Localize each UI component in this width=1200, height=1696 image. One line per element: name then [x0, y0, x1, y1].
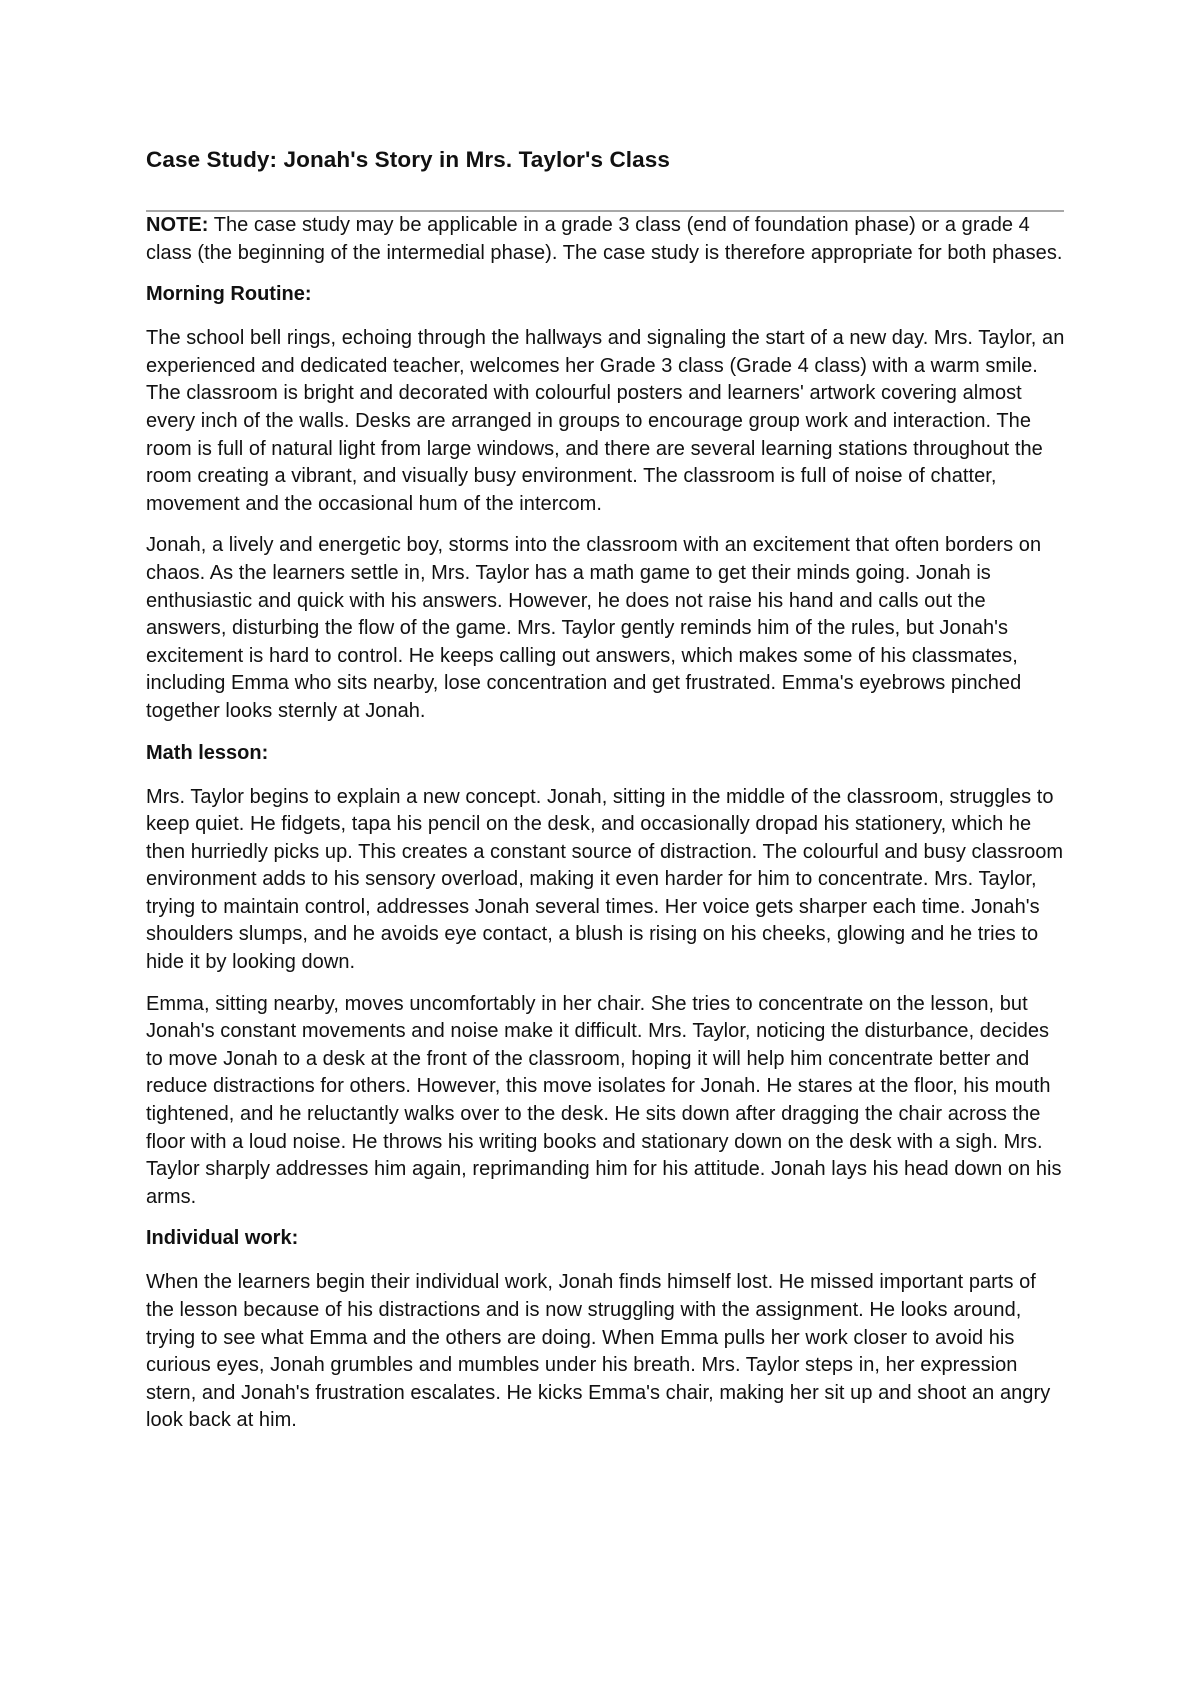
note-text: The case study may be applicable in a grade 3 class (end of foundation phase) or a grade 4 class (the beginning of the intermedial phase). The case study is therefore appropriate for both phases.	[146, 214, 1063, 264]
section-heading-morning-routine: Morning Routine:	[146, 283, 312, 306]
section-heading-math-lesson: Math lesson:	[146, 741, 269, 764]
morning-routine-paragraph-1: The school bell rings, echoing through the hallways and signaling the start of a new day. Mrs. Taylor, an experienced and dedicated teacher, welcomes her Grade 3 class (Grade 4 class) with a warm smile. The classroom is bright and decorated with colourful posters and learners' artwork covering almost every inch of the walls. Desks are arranged in groups to encourage group work and interaction. The room is full of natural light from large windows, and there are several learning stations throughout the room creating a vibrant, and visually busy environment. The classroom is full of noise of chatter, movement and the occasional hum of the intercom.	[146, 327, 1065, 515]
math-lesson-paragraph-1: Mrs. Taylor begins to explain a new concept. Jonah, sitting in the middle of the classroom, struggles to keep quiet. He fidgets, tapa his pencil on the desk, and occasionally dropad his stationery, which he then hurriedly picks up. This creates a constant source of distraction. The colourful and busy classroom environment adds to his sensory overload, making it even harder for him to concentrate. Mrs. Taylor, trying to maintain control, addresses Jonah several times. Her voice gets sharper each time. Jonah's shoulders slumps, and he avoids eye contact, a blush is rising on his cheeks, glowing and he tries to hide it by looking down.	[146, 785, 1064, 974]
document-page	[146, 140, 1066, 1449]
math-lesson-paragraph-2: Emma, sitting nearby, moves uncomfortably in her chair. She tries to concentrate on the lesson, but Jonah's constant movements and noise make it difficult. Mrs. Taylor, noticing the disturbance, decides to move Jonah to a desk at the front of the classroom, hoping it will help him concentrate better and reduce distractions for others. However, this move isolates for Jonah. He stares at the floor, his mouth tightened, and he reluctantly walks over to the desk. He sits down after dragging the chair across the floor with a loud noise. He throws his writing books and stationary down on the desk with a sigh. Mrs. Taylor sharply addresses him again, reprimanding him for his attitude. Jonah lays his head down on his arms.	[146, 992, 1062, 1208]
morning-routine-paragraph-2: Jonah, a lively and energetic boy, storms into the classroom with an excitement that often borders on chaos. As the learners settle in, Mrs. Taylor has a math game to get their minds going. Jonah is enthusiastic and quick with his answers. However, he does not raise his hand and calls out the answers, disturbing the flow of the game. Mrs. Taylor gently reminds him of the rules, but Jonah's excitement is hard to control. He keeps calling out answers, which makes some of his classmates, including Emma who sits nearby, lose concentration and get frustrated. Emma's eyebrows pinched together looks sternly at Jonah.	[146, 534, 1042, 722]
individual-work-paragraph-1: When the learners begin their individual work, Jonah finds himself lost. He missed important parts of the lesson because of his distractions and is now struggling with the assignment. He looks around, trying to see what Emma and the others are doing. When Emma pulls her work closer to avoid his curious eyes, Jonah grumbles and mumbles under his breath. Mrs. Taylor steps in, her expression stern, and Jonah's frustration escalates. He kicks Emma's chair, making her sit up and shoot an angry look back at him.	[146, 1271, 1051, 1432]
document-title: Case Study: Jonah's Story in Mrs. Taylor's Class	[146, 147, 670, 172]
note-paragraph	[146, 212, 1066, 267]
note-label: NOTE:	[146, 214, 209, 236]
section-heading-individual-work: Individual work:	[146, 1227, 299, 1250]
